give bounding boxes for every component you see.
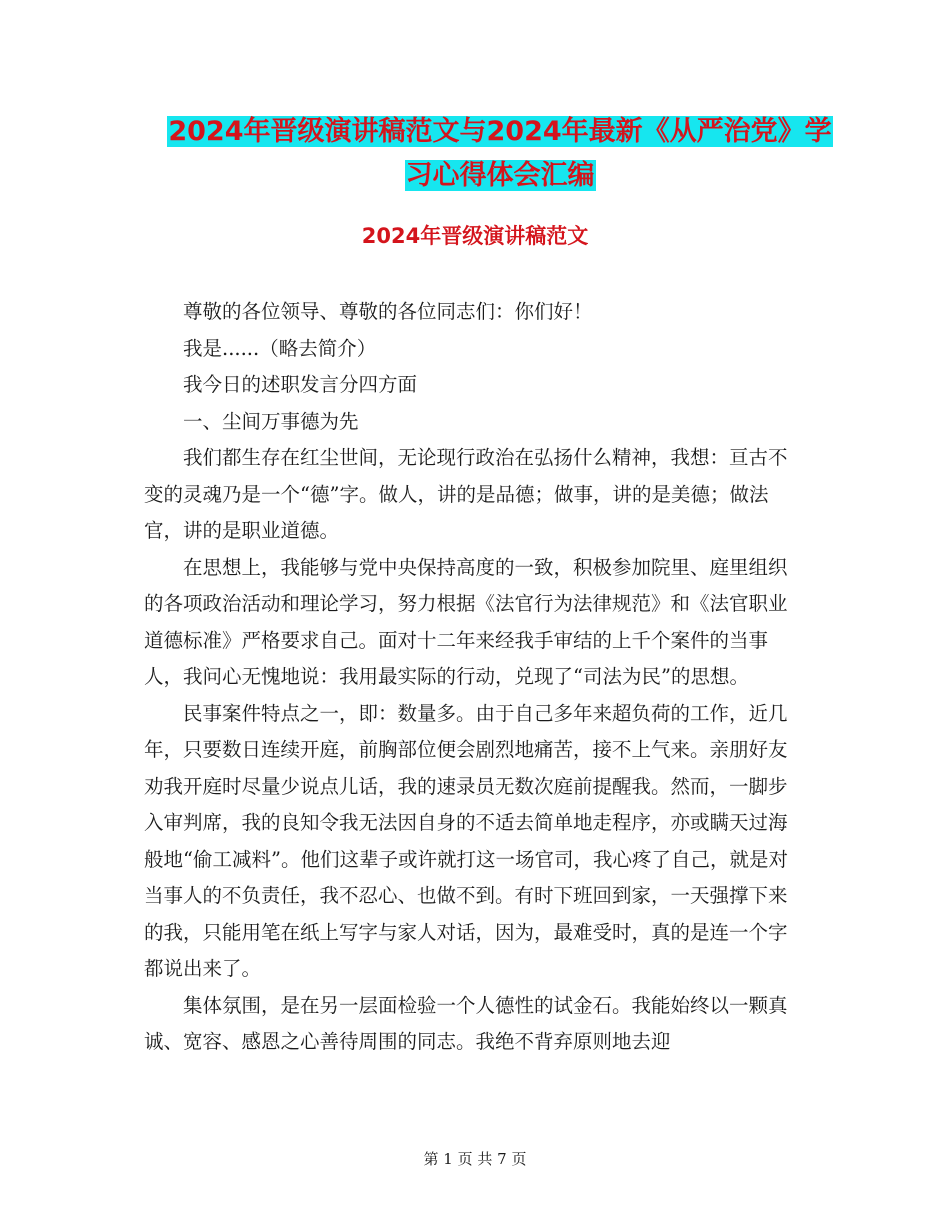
- document-title: [120, 110, 880, 154]
- paragraph-outline: 我今日的述职发言分四方面: [183, 373, 418, 396]
- paragraph-intro: 我是......（略去简介）: [183, 336, 377, 360]
- paragraph-thought: 在思想上，我能够与党中央保持高度的一致，积极参加院里、庭里组织的各项政治活动和理论学习，努力根据《法官行为法律规范》和《法官职业道德标准》严格要求自己。面对十二年来经我手审结的上千个案件的当事人，我问心无愧地说：我用最实际的行动，兑现了“司法为民”的思想。: [144, 555, 788, 688]
- body-text: [144, 294, 804, 1061]
- section-heading: 2024年晋级演讲稿范文: [361, 224, 589, 248]
- page-number: 第 1 页 共 7 页: [423, 1150, 527, 1168]
- paragraph-collective: 集体氛围，是在另一层面检验一个人德性的试金石。我能始终以一颗真诚、宽容、感恩之心善待周围的同志。我绝不背弃原则地去迎: [144, 993, 788, 1053]
- paragraph-civil-cases: 民事案件特点之一，即：数量多。由于自己多年来超负荷的工作，近几年，只要数日连续开庭，前胸部位便会剧烈地痛苦，接不上气来。亲朋好友劝我开庭时尽量少说点儿话，我的速录员无数次庭前提醒我。然而，一脚步入审判席，我的良知令我无法因自身的不适去简单地走程序，亦或瞒天过海般地“偷工减料”。他们这辈子或许就打这一场官司，我心疼了自己，就是对当事人的不负责任，我不忍心、也做不到。有时下班回到家，一天强撑下来的我，只能用笔在纸上写字与家人对话，因为，最难受时，真的是连一个字都说出来了。: [144, 701, 788, 980]
- document-title-line-2: 习心得体会汇编: [405, 160, 595, 191]
- paragraph-virtue: 我们都生存在红尘世间，无论现行政治在弘扬什么精神，我想：亘古不变的灵魂乃是一个“德”字。做人，讲的是品德；做事，讲的是美德；做法官，讲的是职业道德。: [144, 446, 788, 542]
- document-title-line-1: 2024年晋级演讲稿范文与2024年最新《从严治党》学: [168, 116, 832, 147]
- paragraph-section-one-heading: 一、尘间万事德为先: [183, 409, 359, 433]
- document-title-continued: [120, 154, 880, 198]
- paragraph-greeting: 尊敬的各位领导、尊敬的各位同志们：你们好！: [183, 300, 593, 323]
